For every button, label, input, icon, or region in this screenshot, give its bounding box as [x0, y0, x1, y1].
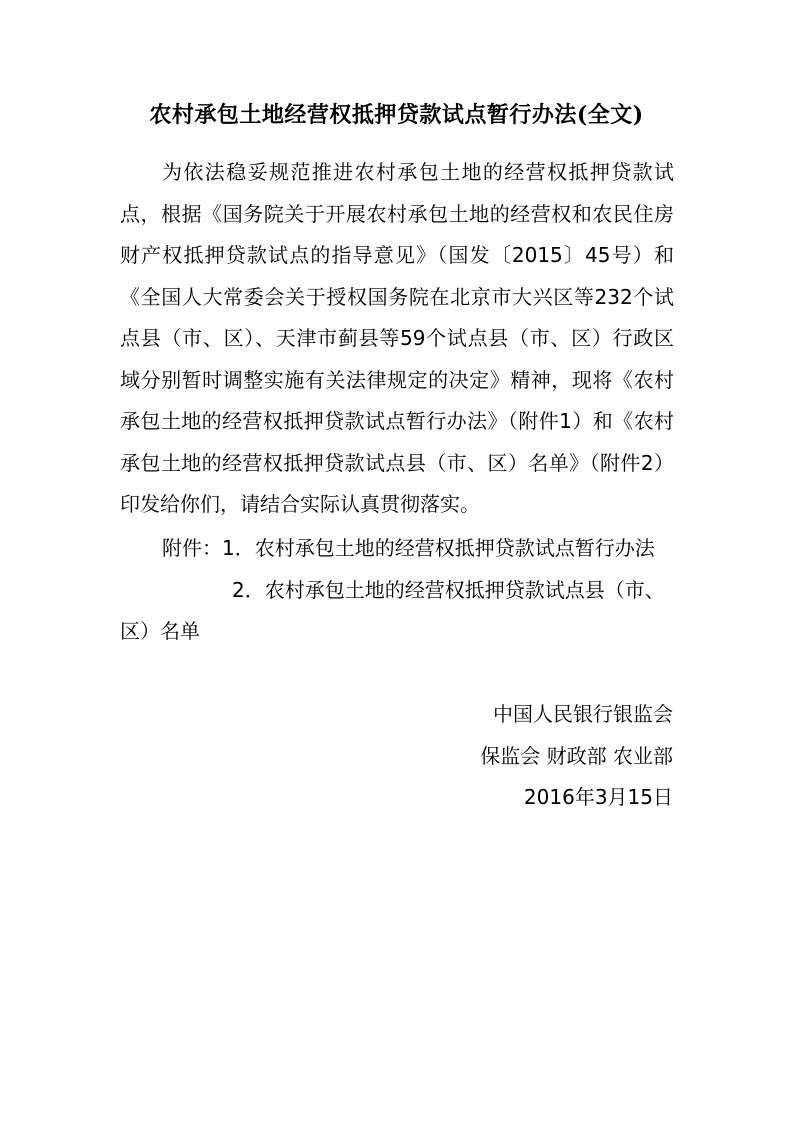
signature-block: [480, 694, 673, 819]
attachment-item-1: 附件：1．农村承包土地的经营权抵押贷款试点暂行办法: [162, 536, 655, 560]
issuer-line-1: 中国人民银行银监会: [493, 702, 673, 726]
issuer-line-2: 保监会 财政部 农业部: [480, 743, 673, 768]
document-title: 农村承包土地经营权抵押贷款试点暂行办法(全文): [149, 102, 644, 128]
attachment-item-2: 2．农村承包土地的经营权抵押贷款试点县（市、区）名单: [120, 577, 665, 643]
attachments-list: [120, 528, 674, 653]
issue-date: 2016年3月15日: [523, 785, 673, 809]
main-paragraph: 为依法稳妥规范推进农村承包土地的经营权抵押贷款试点，根据《国务院关于开展农村承包土地的经营权和农民住房财产权抵押贷款试点的指导意见》（国发〔2015〕45号）和《全国人大常委会关于授权国务院在北京市大兴区等232个试点县（市、区）、天津市蓟县等59个试点县（市、区）行政区域分别暂时调整实施有关法律规定的决定》精神，现将《农村承包土地的经营权抵押贷款试点暂行办法》（附件1）和《农村承包土地的经营权抵押贷款试点县（市、区）名单》（附件2）印发给你们，请结合实际认真贯彻落实。: [120, 160, 674, 516]
